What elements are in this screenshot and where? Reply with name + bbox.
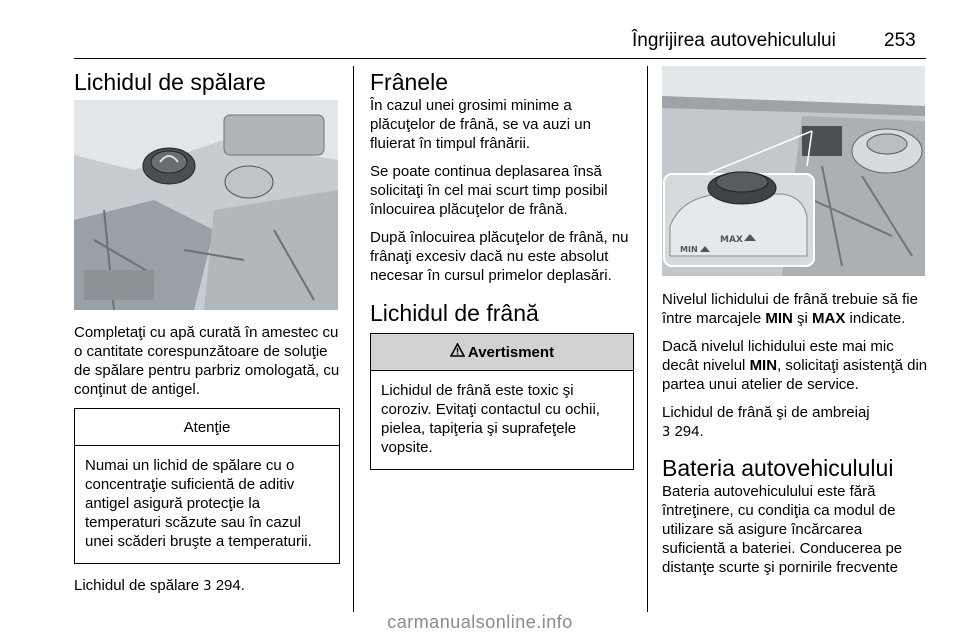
brake-fluid-reference xyxy=(662,403,928,442)
section-heading-battery: Bateria autovehiculului xyxy=(662,455,894,481)
page-reference-arrow-icon: 3 xyxy=(662,425,671,440)
reference-text: Lichidul de spălare xyxy=(74,577,200,594)
reference-page-2: 294. xyxy=(674,423,704,440)
max-mark-label: MAX xyxy=(720,235,743,245)
notice-box xyxy=(74,408,340,564)
max-marker-text: MAX xyxy=(812,310,846,327)
p1-conj: şi xyxy=(792,310,813,327)
brake-fluid-low-paragraph xyxy=(662,337,928,394)
section-heading-brakes: Frânele xyxy=(370,69,448,95)
column-divider-2 xyxy=(647,66,648,612)
min-marker-text: MIN xyxy=(765,310,793,327)
watermark: carmanualsonline.info xyxy=(387,612,573,632)
washer-fluid-paragraph: Completaţi cu apă curată în amestec cu o cantitate corespunzătoare de soluţie de spălare pentru parbriz omologată, cu conţinut de antigel. xyxy=(74,324,340,398)
warning-header xyxy=(371,334,633,371)
brake-fluid-reservoir-photo xyxy=(662,66,925,276)
header-rule xyxy=(74,58,926,59)
p1-end: indicate. xyxy=(845,310,906,327)
running-header-title: Îngrijirea autovehiculului xyxy=(632,30,836,51)
section-heading-brake-fluid: Lichidul de frână xyxy=(370,300,539,326)
column-washer-fluid-body xyxy=(74,323,340,605)
p2-text: Dacă nivelul lichidului este mai mic decât nivelul xyxy=(662,338,894,374)
column-divider-1 xyxy=(353,66,354,612)
min-mark-label: MIN xyxy=(680,245,698,254)
column-brake-fluid-level xyxy=(662,290,928,586)
warning-body: Lichidul de frână este toxic şi coroziv. Evitaţi contactul cu ochii, pielea, tapiţeria şi suprafeţele vopsite. xyxy=(381,382,600,456)
reference-text-2: Lichidul de frână şi de ambreiaj xyxy=(662,404,870,421)
page-number: 253 xyxy=(884,30,916,51)
min-marker-text-2: MIN xyxy=(749,357,778,374)
notice-title: Atenţie xyxy=(75,409,339,446)
battery-paragraph: Bateria autovehiculului este fără întreţinere, cu condiţia ca modul de utilizare să asigure încărcarea suficientă a bateriei. Conducerea pe distanţe scurte şi pornirile frecvente xyxy=(662,483,903,576)
column-washer-fluid xyxy=(74,68,340,96)
brakes-paragraph-2: Se poate continua deplasarea însă solicitaţi în cel mai scurt timp posibil înlocuirea plăcuţelor de frână. xyxy=(370,163,608,218)
page-reference-arrow-icon: 3 xyxy=(203,579,212,594)
p1-text: Nivelul lichidului de frână trebuie să fie între marcajele xyxy=(662,291,918,327)
column-brakes xyxy=(370,68,634,470)
p2-end: , solicitaţi asistenţă din partea unui atelier de service. xyxy=(662,357,928,393)
warning-triangle-icon xyxy=(450,343,465,362)
brakes-paragraph-1: În cazul unei grosimi minime a plăcuţelor de frână, se va auzi un fluierat în timpul frânării. xyxy=(370,97,591,152)
warning-box xyxy=(370,333,634,470)
section-heading-washer-fluid: Lichidul de spălare xyxy=(74,69,266,95)
notice-body: Numai un lichid de spălare cu o concentraţie suficientă de aditiv antigel asigură protecţie la temperaturi scăzute sau în cazul unei scăderi bruşte a temperaturii. xyxy=(85,457,312,550)
warning-title: Avertisment xyxy=(467,343,555,361)
brakes-paragraph-3: După înlocuirea plăcuţelor de frână, nu frânaţi excesiv dacă nu este absolut necesar în cursul primelor deplasări. xyxy=(370,229,629,284)
washer-reservoir-photo xyxy=(74,100,338,310)
washer-fluid-reference xyxy=(74,576,340,596)
brake-fluid-level-paragraph xyxy=(662,290,928,328)
reference-page: 294. xyxy=(215,577,245,594)
